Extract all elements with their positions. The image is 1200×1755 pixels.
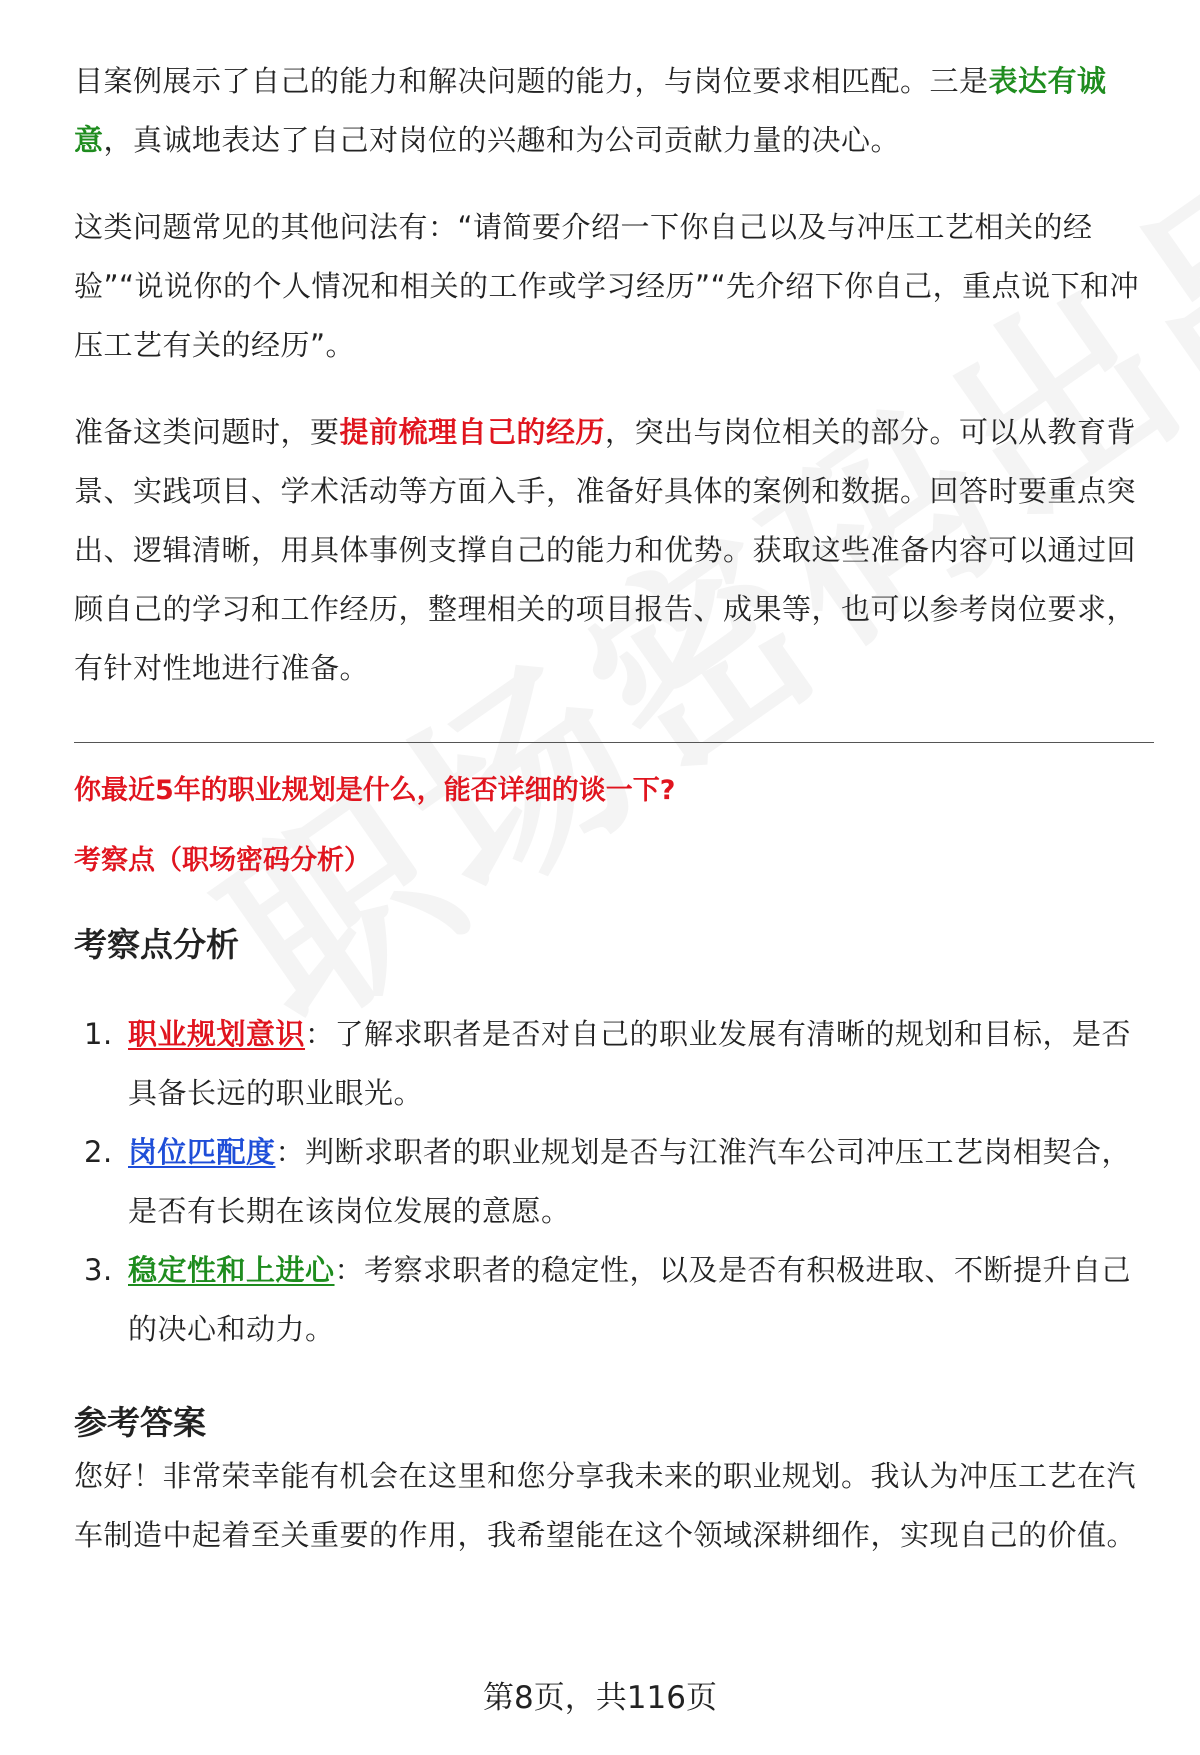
intro-paragraph [74, 52, 1154, 170]
analysis-point-term: 职业规划意识 [128, 1017, 306, 1051]
analysis-point-text: ：判断求职者的职业规划是否与江淮汽车公司冲压工艺岗相契合，是否有长期在该岗位发展的意愿。 [128, 1135, 1132, 1228]
analysis-point [74, 1123, 1154, 1241]
alt-questions-paragraph: 这类问题常见的其他问法有：“请简要介绍一下你自己以及与冲压工艺相关的经验”“说说你的个人情况和相关的工作或学习经历”“先介绍下你自己，重点说下和冲压工艺有关的经历”。 [74, 210, 1140, 362]
prep-text-pre: 准备这类问题时，要 [74, 415, 340, 449]
analysis-point [74, 1005, 1154, 1123]
page-content [74, 52, 1154, 1565]
analysis-point-number: 1. [84, 1017, 113, 1051]
analysis-list [74, 1005, 1154, 1359]
analysis-point-number: 2. [84, 1135, 113, 1169]
analysis-point-term: 稳定性和上进心 [128, 1253, 335, 1287]
analysis-point-number: 3. [84, 1253, 113, 1287]
analysis-point [74, 1241, 1154, 1359]
analysis-point-term: 岗位匹配度 [128, 1135, 276, 1169]
question-title: 你最近5年的职业规划是什么，能否详细的谈一下? [74, 775, 676, 806]
analysis-point-text: ：了解求职者是否对自己的职业发展有清晰的规划和目标，是否具备长远的职业眼光。 [128, 1017, 1132, 1110]
question-subtitle: 考察点（职场密码分析） [74, 845, 371, 876]
intro-text-pre: 目案例展示了自己的能力和解决问题的能力，与岗位要求相匹配。三是 [74, 64, 989, 98]
prep-paragraph [74, 403, 1154, 698]
reference-heading: 参考答案 [74, 1403, 206, 1442]
prep-text-post: ，突出与岗位相关的部分。可以从教育背景、实践项目、学术活动等方面入手，准备好具体的案例和数据。回答时要重点突出、逻辑清晰，用具体事例支撑自己的能力和优势。获取这些准备内容可以通过回顾自己的学习和工作经历，整理相关的项目报告、成果等，也可以参考岗位要求，有针对性地进行准备。 [74, 415, 1137, 685]
intro-text-post: ，真诚地表达了自己对岗位的兴趣和为公司贡献力量的决心。 [103, 123, 901, 157]
analysis-point-text: ：考察求职者的稳定性，以及是否有积极进取、不断提升自己的决心和动力。 [128, 1253, 1132, 1346]
section-divider [74, 742, 1154, 743]
page-footer: 第8页，共116页 [483, 1680, 717, 1716]
analysis-heading: 考察点分析 [74, 925, 239, 964]
intro-highlight-sincerity: 表达有诚意 [74, 64, 1107, 157]
prep-highlight: 提前梳理自己的经历 [339, 415, 606, 449]
reference-answer: 您好！非常荣幸能有机会在这里和您分享我未来的职业规划。我认为冲压工艺在汽车制造中起着至关重要的作用，我希望能在这个领域深耕细作，实现自己的价值。 [74, 1459, 1137, 1552]
